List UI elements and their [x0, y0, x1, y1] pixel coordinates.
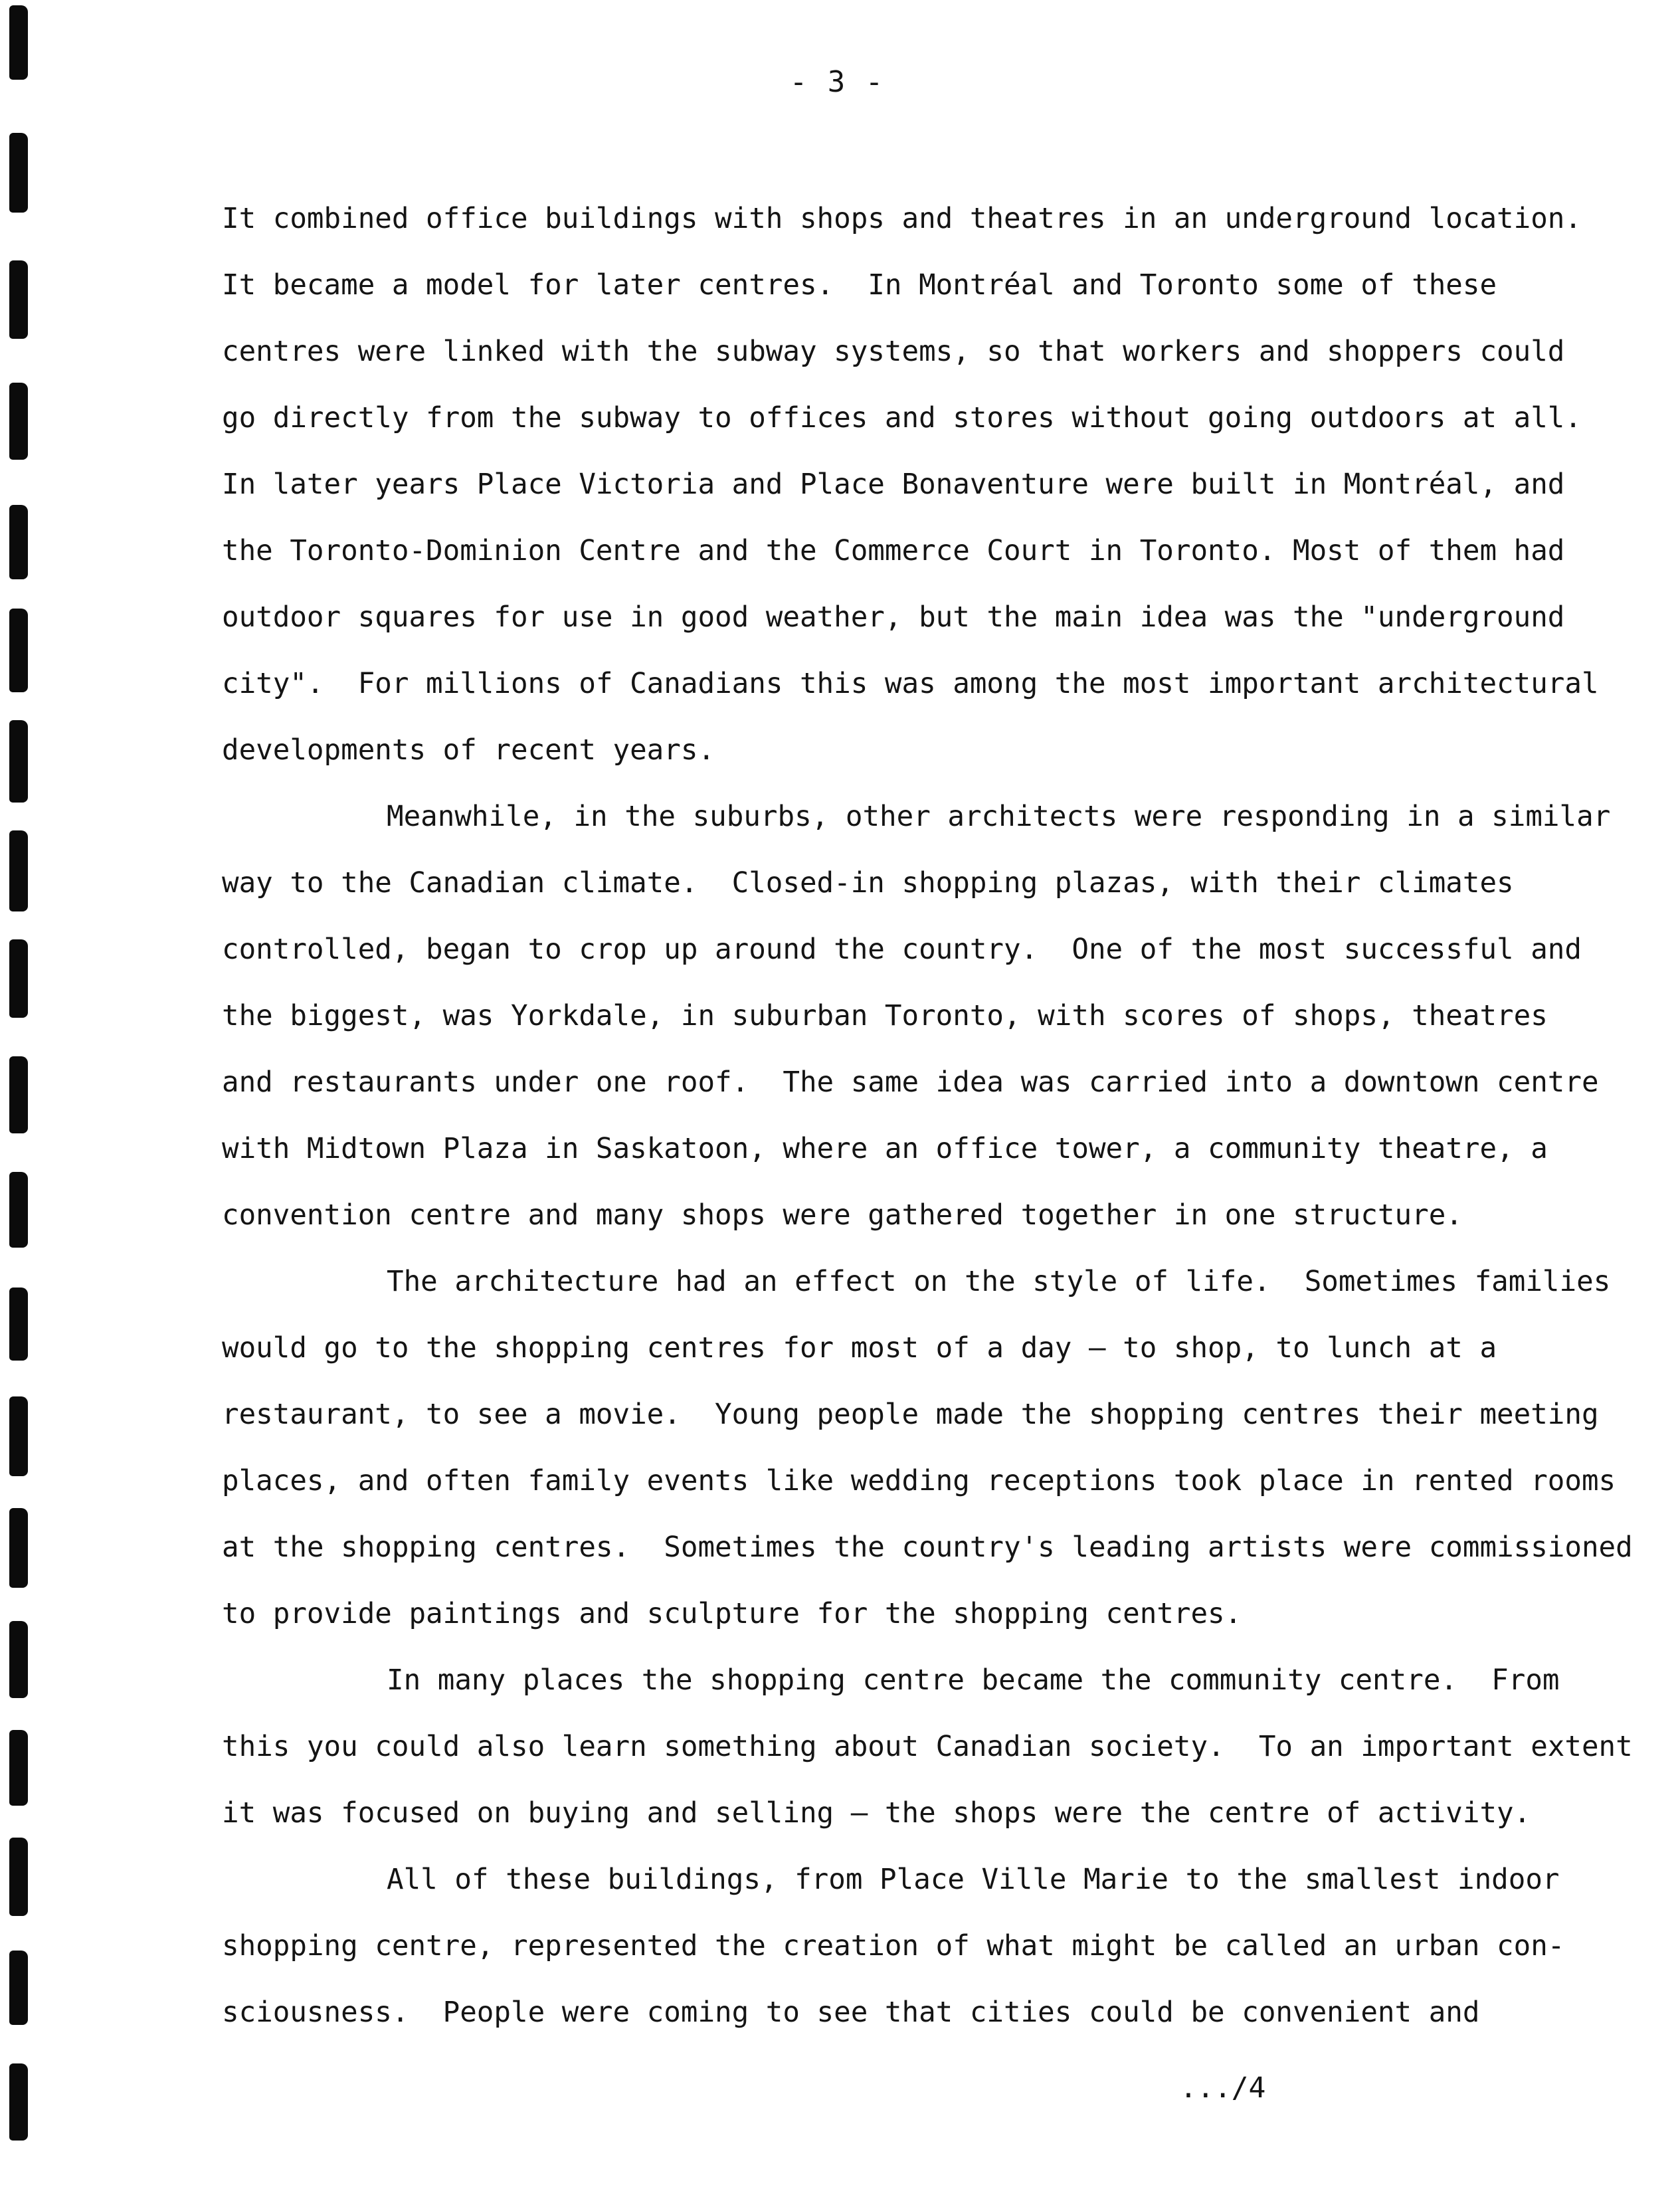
text-line: to provide paintings and sculpture for the shopping centres.: [222, 1598, 1242, 1630]
paragraph-first-line: The architecture had an effect on the style of life. Sometimes families: [387, 1266, 1611, 1298]
text-line: It combined office buildings with shops and theatres in an underground location.: [222, 203, 1582, 235]
binding-hole-mark: [9, 1951, 28, 2025]
text-line: shopping centre, represented the creation of what might be called an urban con-: [222, 1930, 1565, 1962]
paragraph-first-line: All of these buildings, from Place Ville Marie to the smallest indoor: [387, 1863, 1560, 1896]
text-line: controlled, began to crop up around the country. One of the most successful and: [222, 933, 1582, 966]
binding-hole-strip: [0, 0, 47, 2195]
text-line: places, and often family events like wedding receptions took place in rented rooms: [222, 1465, 1616, 1497]
text-line: would go to the shopping centres for most of a day — to shop, to lunch at a: [222, 1332, 1497, 1365]
continuation-marker: .../4: [1180, 2071, 1266, 2105]
text-line: way to the Canadian climate. Closed-in shopping plazas, with their climates: [222, 867, 1514, 900]
binding-hole-mark: [9, 1396, 28, 1476]
text-line: outdoor squares for use in good weather, but the main idea was the "underground: [222, 601, 1565, 634]
binding-hole-mark: [9, 1838, 28, 1916]
text-line: go directly from the subway to offices and stores without going outdoors at all.: [222, 402, 1582, 434]
text-line: It became a model for later centres. In Montréal and Toronto some of these: [222, 269, 1497, 302]
binding-hole-mark: [9, 720, 28, 803]
text-line: with Midtown Plaza in Saskatoon, where an office tower, a community theatre, a: [222, 1133, 1548, 1165]
binding-hole-mark: [9, 939, 28, 1018]
binding-hole-mark: [9, 1621, 28, 1698]
text-line: the Toronto-Dominion Centre and the Commerce Court in Toronto. Most of them had: [222, 535, 1565, 567]
binding-hole-mark: [9, 1056, 28, 1133]
binding-hole-mark: [9, 260, 28, 339]
binding-hole-mark: [9, 830, 28, 911]
paragraph-first-line: Meanwhile, in the suburbs, other architects were responding in a similar: [387, 801, 1611, 833]
text-line: at the shopping centres. Sometimes the country's leading artists were commissioned: [222, 1531, 1633, 1564]
text-line: convention centre and many shops were gathered together in one structure.: [222, 1199, 1463, 1232]
page-number: - 3 -: [789, 65, 885, 99]
text-line: sciousness. People were coming to see that cities could be convenient and: [222, 1996, 1480, 2029]
text-line: centres were linked with the subway systems, so that workers and shoppers could: [222, 335, 1565, 368]
paragraph-first-line: In many places the shopping centre became the community centre. From: [387, 1664, 1560, 1697]
binding-hole-mark: [9, 383, 28, 460]
binding-hole-mark: [9, 1508, 28, 1588]
binding-hole-mark: [9, 2063, 28, 2141]
binding-hole-mark: [9, 1730, 28, 1806]
binding-hole-mark: [9, 609, 28, 692]
binding-hole-mark: [9, 5, 28, 80]
text-line: developments of recent years.: [222, 734, 715, 767]
text-line: In later years Place Victoria and Place Bonaventure were built in Montréal, and: [222, 468, 1565, 501]
text-line: it was focused on buying and selling — the shops were the centre of activity.: [222, 1797, 1531, 1830]
binding-hole-mark: [9, 133, 28, 213]
binding-hole-mark: [9, 1288, 28, 1361]
text-line: and restaurants under one roof. The same idea was carried into a downtown centre: [222, 1066, 1599, 1099]
text-line: this you could also learn something about Canadian society. To an important extent: [222, 1731, 1633, 1763]
text-line: city". For millions of Canadians this was among the most important architectural: [222, 668, 1599, 700]
text-line: restaurant, to see a movie. Young people made the shopping centres their meeting: [222, 1398, 1599, 1431]
binding-hole-mark: [9, 505, 28, 579]
text-line: the biggest, was Yorkdale, in suburban Toronto, with scores of shops, theatres: [222, 1000, 1548, 1032]
binding-hole-mark: [9, 1172, 28, 1248]
